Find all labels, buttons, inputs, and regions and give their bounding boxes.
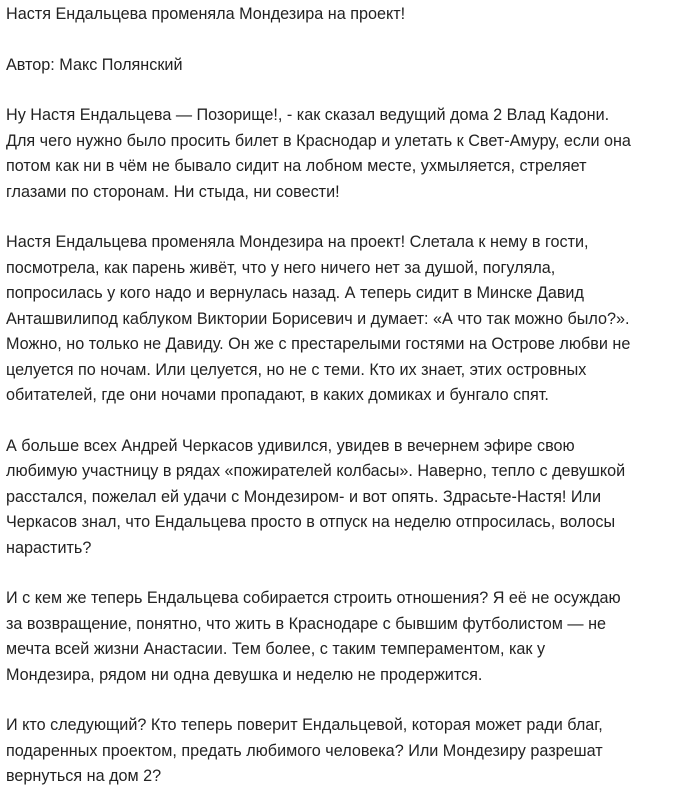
paragraph-line: Анташвилипод каблуком Виктории Борисевич и думает: «А что так можно было?». [6, 309, 630, 328]
article-author: Автор: Макс Полянский [6, 55, 183, 74]
paragraph-2 [6, 230, 689, 409]
paragraph-line: нарастить? [6, 538, 92, 557]
paragraph-line: потом как ни в чём не бывало сидит на лобном месте, ухмыляется, стреляет [6, 157, 587, 175]
article-title: Настя Ендальцева променяла Мондезира на проект! [6, 5, 406, 23]
paragraph-line: за возвращение, понятно, что жить в Краснодаре с бывшим футболистом — не [6, 614, 607, 633]
paragraph-5 [6, 713, 689, 790]
paragraph-line: попросилась у кого надо и вернулась назад. А теперь сидит в Минске Давид [6, 284, 584, 302]
paragraph-line: посмотрела, как парень живёт, что у него ничего нет за душой, погуляла, [6, 258, 556, 277]
paragraph-line: Настя Ендальцева променяла Мондезира на проект! Слетала к нему в гости, [6, 233, 589, 251]
paragraph-line: целуется по ночам. Или целуется, но не с теми. Кто их знает, этих островных [6, 360, 587, 379]
paragraph-line: Черкасов знал, что Ендальцева просто в отпуск на неделю отпросилась, волосы [6, 513, 616, 531]
paragraph-4 [6, 586, 689, 688]
paragraph-line: подаренных проектом, предать любимого человека? Или Мондезиру разрешат [6, 741, 603, 760]
paragraph-line: вернуться на дом 2? [6, 767, 162, 785]
paragraph-line: Мондезира, рядом ни одна девушка и неделю не продержится. [6, 665, 483, 684]
paragraph-line: любимую участницу в рядах «пожирателей колбасы». Наверно, тепло с девушкой [6, 462, 626, 480]
paragraph-line: Можно, но только не Давиду. Он же с престарелыми гостями на Острове любви не [6, 335, 631, 353]
paragraph-line: Ну Настя Ендальцева — Позорище!, - как сказал ведущий дома 2 Влад Кадони. [6, 106, 610, 124]
paragraph-line: А больше всех Андрей Черкасов удивился, увидев в вечернем эфире свою [6, 436, 575, 455]
paragraph-1 [6, 103, 689, 205]
paragraph-line: мечта всей жизни Анастасии. Тем более, с таким темпераментом, как у [6, 640, 546, 658]
paragraph-3 [6, 434, 689, 562]
paragraph-line: И кто следующий? Кто теперь поверит Ендальцевой, которая может ради благ, [6, 716, 603, 734]
paragraph-line: обитателей, где они ночами пропадают, в каких домиках и бунгало спят. [6, 386, 549, 404]
paragraph-line: Для чего нужно было просить билет в Краснодар и улетать к Свет-Амуру, если она [6, 131, 631, 150]
paragraph-line: И с кем же теперь Ендальцева собирается строить отношения? Я её не осуждаю [6, 589, 621, 607]
paragraph-line: расстался, пожелал ей удачи с Мондезиром- и вот опять. Здрасьте-Настя! Или [6, 487, 602, 506]
paragraph-line: глазами по сторонам. Ни стыда, ни совести! [6, 182, 340, 201]
